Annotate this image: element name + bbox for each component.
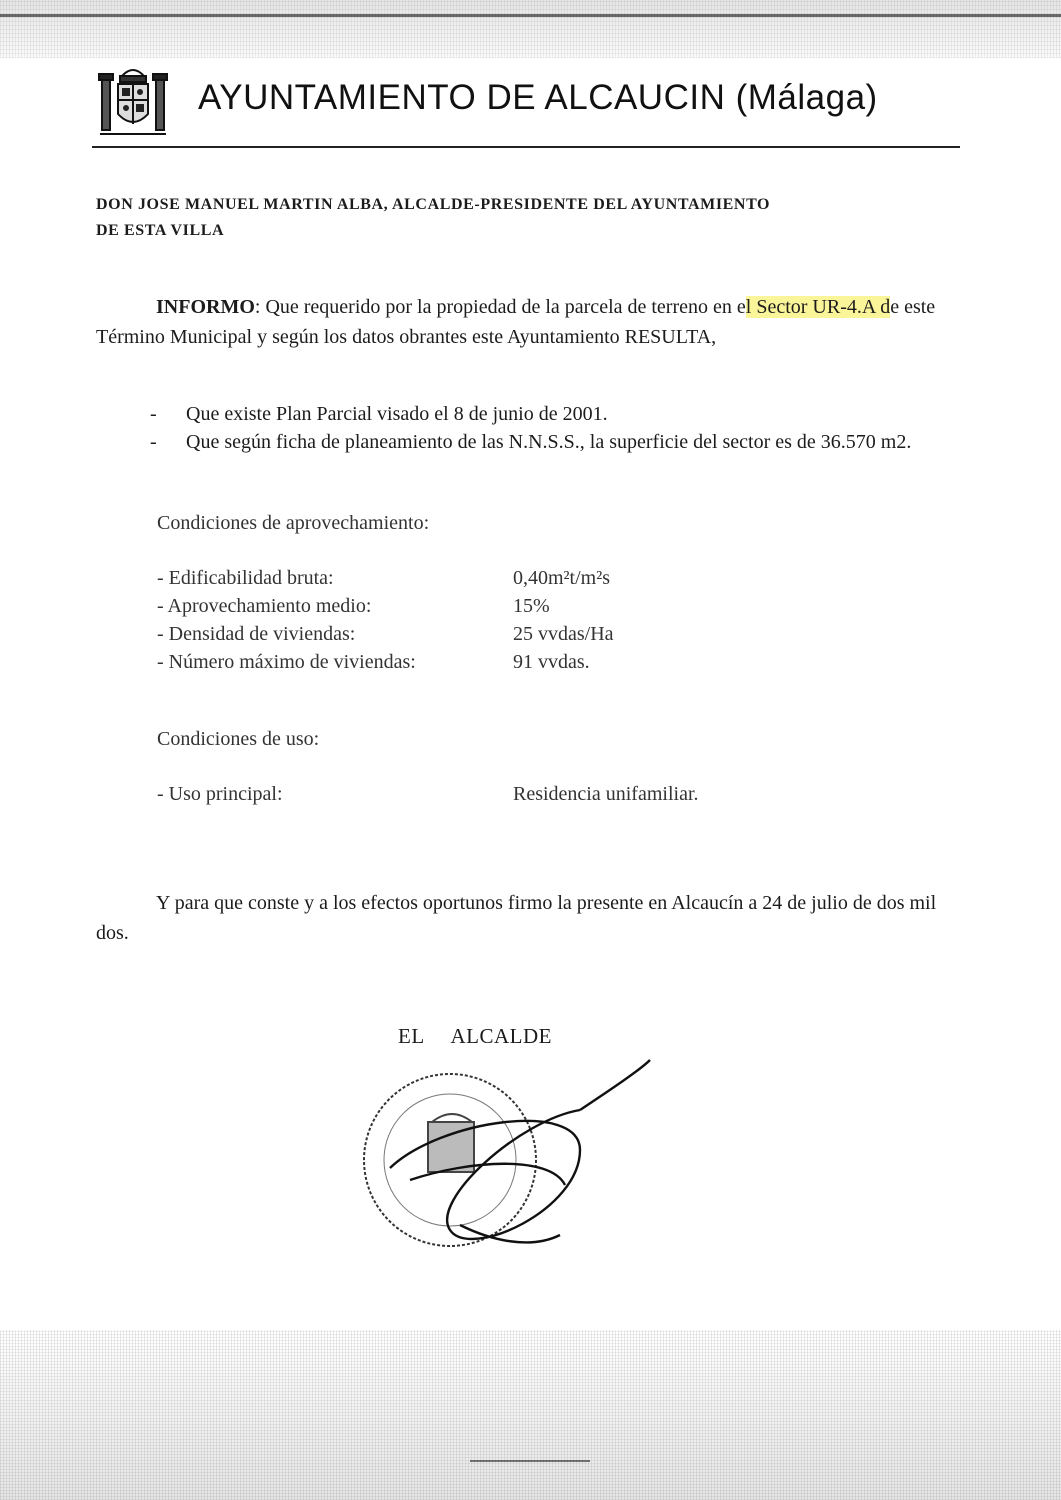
row-value: 15% bbox=[513, 595, 550, 617]
photocopy-noise-bottom bbox=[0, 1330, 1061, 1500]
row-key: - Aprovechamiento medio: bbox=[157, 595, 372, 617]
header-title: AYUNTAMIENTO DE ALCAUCIN (Málaga) bbox=[198, 78, 878, 117]
header-rule bbox=[92, 146, 960, 148]
coat-of-arms-icon bbox=[96, 62, 170, 140]
row-key: - Edificabilidad bruta: bbox=[157, 567, 334, 589]
list-item: - Que según ficha de planeamiento de las N.N.S.S., la superficie del sector es de 36.570 m2. bbox=[150, 428, 950, 456]
photocopy-mark bbox=[470, 1460, 590, 1462]
table-row bbox=[157, 564, 777, 592]
row-key: - Uso principal: bbox=[157, 783, 283, 805]
aprovechamiento-table bbox=[157, 564, 777, 676]
row-key: - Densidad de viviendas: bbox=[157, 623, 356, 645]
row-value: Residencia unifamiliar. bbox=[513, 783, 699, 805]
uso-label: Condiciones de uso: bbox=[157, 728, 320, 750]
highlighted-sector: l Sector UR-4.A d bbox=[745, 296, 891, 318]
uso-table bbox=[157, 780, 777, 808]
list-item: - Que existe Plan Parcial visado el 8 de junio de 2001. bbox=[150, 400, 950, 428]
closing-paragraph bbox=[96, 888, 946, 948]
aprovechamiento-label: Condiciones de aprovechamiento: bbox=[157, 512, 430, 534]
photocopy-edge-line bbox=[0, 14, 1061, 17]
table-row bbox=[157, 780, 777, 808]
closing-text: Y para que conste y a los efectos oportunos firmo la presente en Alcaucín a 24 de julio de dos mil dos. bbox=[96, 892, 937, 944]
intro-line-1: DON JOSE MANUEL MARTIN ALBA, ALCALDE-PRESIDENTE DEL AYUNTAMIENTO bbox=[96, 196, 771, 213]
photocopy-noise-top bbox=[0, 0, 1061, 58]
signer-title: EL ALCALDE bbox=[398, 1024, 552, 1048]
row-value: 0,40m²t/m²s bbox=[513, 567, 611, 589]
official-stamp-signature-icon bbox=[350, 1040, 670, 1270]
row-key: - Número máximo de viviendas: bbox=[157, 651, 416, 673]
row-value: 25 vvdas/Ha bbox=[513, 623, 614, 645]
bullet-text-1: Que existe Plan Parcial visado el 8 de junio de 2001. bbox=[186, 403, 608, 425]
informo-paragraph bbox=[96, 292, 946, 352]
bullet-list bbox=[150, 400, 950, 456]
informo-lead: INFORMO bbox=[156, 296, 255, 318]
table-row bbox=[157, 648, 777, 676]
bullet-text-2: Que según ficha de planeamiento de las N.N.S.S., la superficie del sector es de 36.570 m2. bbox=[186, 431, 912, 453]
informo-text-a: : Que requerido por la propiedad de la parcela de terreno en e bbox=[254, 296, 746, 318]
informo-text-b: e este Término Municipal y según los datos obrantes este Ayuntamiento RESULTA, bbox=[96, 296, 936, 348]
table-row bbox=[157, 620, 777, 648]
row-value: 91 vvdas. bbox=[513, 651, 590, 673]
intro-heading bbox=[96, 192, 946, 244]
intro-line-2: DE ESTA VILLA bbox=[96, 222, 225, 239]
table-row bbox=[157, 592, 777, 620]
